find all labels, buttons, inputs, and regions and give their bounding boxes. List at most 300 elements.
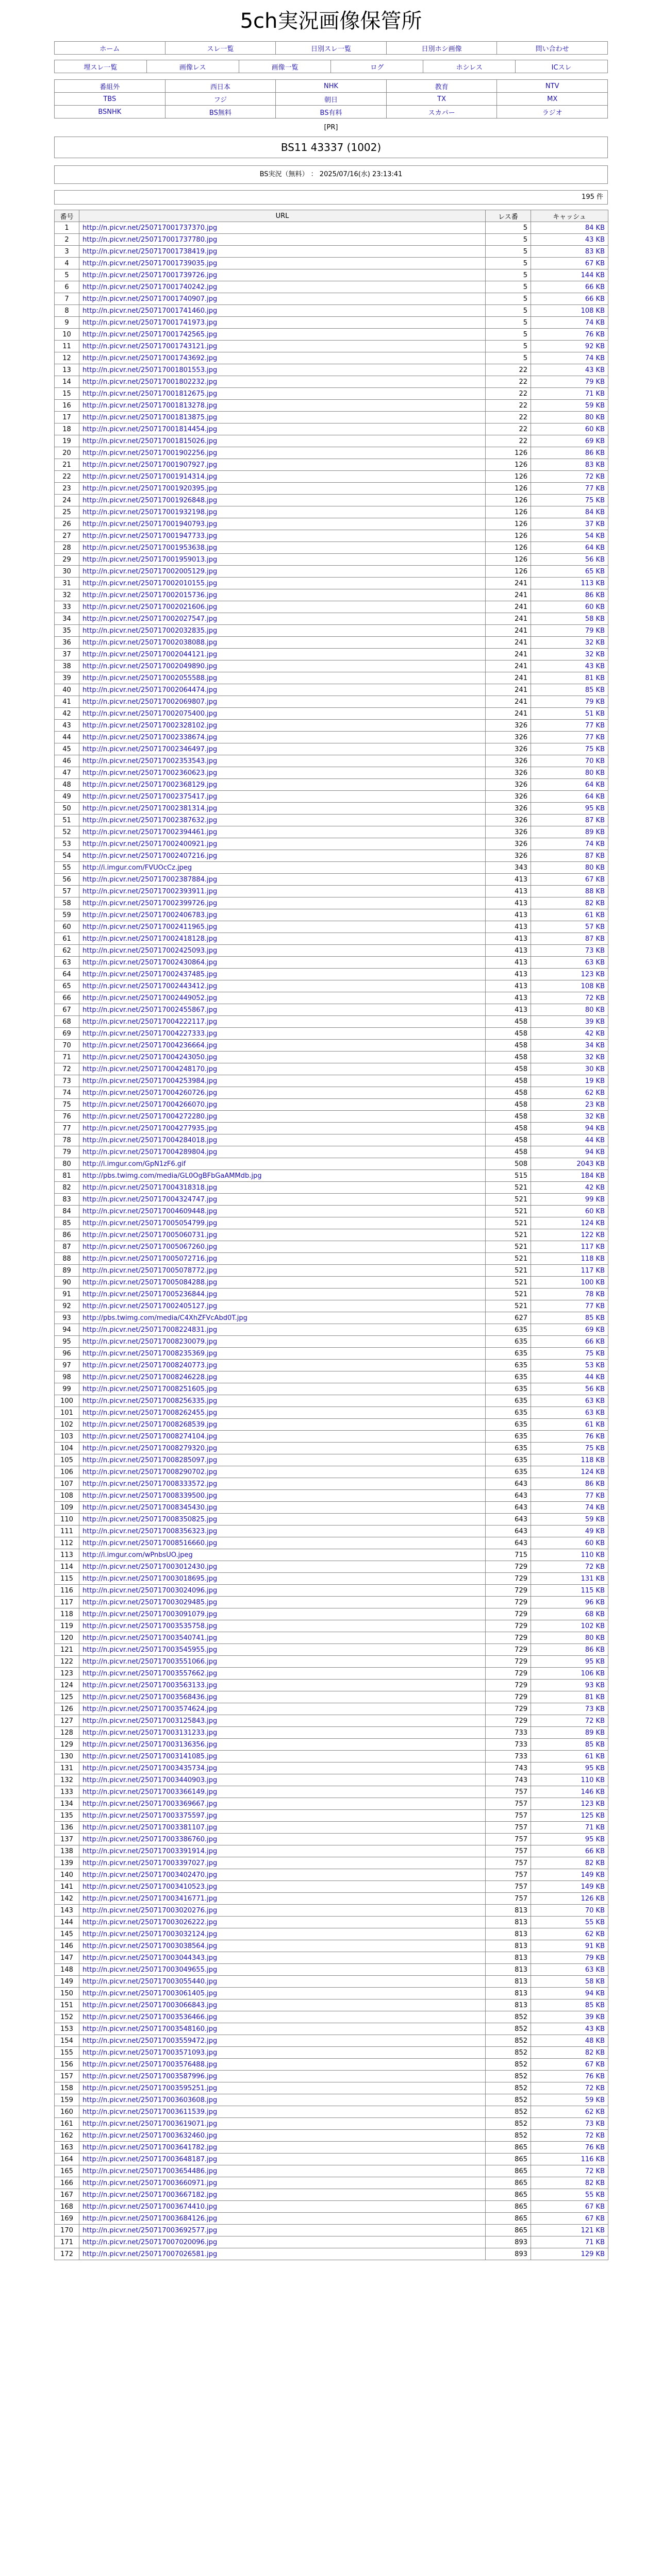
channel-link[interactable]: ラジオ bbox=[542, 109, 562, 117]
image-url-link[interactable]: http://n.picvr.net/250717002346497.jpg bbox=[82, 745, 218, 753]
image-url-link[interactable]: http://n.picvr.net/250717008356323.jpg bbox=[82, 1527, 218, 1535]
image-url-link[interactable]: http://n.picvr.net/250717001741460.jpg bbox=[82, 307, 218, 315]
cache-size-link[interactable]: 94 KB bbox=[585, 1148, 605, 1156]
cache-size-link[interactable]: 81 KB bbox=[585, 674, 605, 682]
cache-size-link[interactable]: 56 KB bbox=[585, 1385, 605, 1393]
channel-link[interactable]: BS無料 bbox=[209, 109, 231, 117]
cache-size-link[interactable]: 66 KB bbox=[585, 1847, 605, 1855]
cache-size-link[interactable]: 85 KB bbox=[585, 686, 605, 694]
image-url-link[interactable]: http://n.picvr.net/250717003563133.jpg bbox=[82, 1681, 218, 1689]
image-url-link[interactable]: http://n.picvr.net/250717002375417.jpg bbox=[82, 792, 218, 801]
subnav-link-4[interactable]: ホシレス bbox=[456, 63, 483, 72]
cache-size-link[interactable]: 146 KB bbox=[581, 1788, 605, 1796]
cache-size-link[interactable]: 72 KB bbox=[585, 2131, 605, 2140]
cache-size-link[interactable]: 72 KB bbox=[585, 472, 605, 481]
cache-size-link[interactable]: 60 KB bbox=[585, 1207, 605, 1215]
cache-size-link[interactable]: 71 KB bbox=[585, 1823, 605, 1832]
image-url-link[interactable]: http://n.picvr.net/250717008516660.jpg bbox=[82, 1539, 218, 1547]
image-url-link[interactable]: http://n.picvr.net/250717003416771.jpg bbox=[82, 1894, 218, 1903]
image-url-link[interactable]: http://n.picvr.net/250717001814454.jpg bbox=[82, 425, 218, 433]
cache-size-link[interactable]: 63 KB bbox=[585, 1397, 605, 1405]
image-url-link[interactable]: http://n.picvr.net/250717003435734.jpg bbox=[82, 1764, 218, 1772]
cache-size-link[interactable]: 62 KB bbox=[585, 2108, 605, 2116]
image-url-link[interactable]: http://n.picvr.net/250717008230079.jpg bbox=[82, 1337, 218, 1346]
cache-size-link[interactable]: 59 KB bbox=[585, 1515, 605, 1523]
image-url-link[interactable]: http://n.picvr.net/250717003684126.jpg bbox=[82, 2214, 218, 2223]
cache-size-link[interactable]: 106 KB bbox=[581, 1669, 605, 1677]
image-url-link[interactable]: http://n.picvr.net/250717001953638.jpg bbox=[82, 544, 218, 552]
image-url-link[interactable]: http://n.picvr.net/250717005078772.jpg bbox=[82, 1266, 218, 1275]
cache-size-link[interactable]: 60 KB bbox=[585, 1539, 605, 1547]
image-url-link[interactable]: http://n.picvr.net/250717003049655.jpg bbox=[82, 1965, 218, 1974]
cache-size-link[interactable]: 32 KB bbox=[585, 1053, 605, 1061]
image-url-link[interactable]: http://n.picvr.net/250717003571093.jpg bbox=[82, 2048, 218, 2057]
cache-size-link[interactable]: 76 KB bbox=[585, 1432, 605, 1440]
cache-size-link[interactable]: 74 KB bbox=[585, 840, 605, 848]
image-url-link[interactable]: http://n.picvr.net/250717003545955.jpg bbox=[82, 1646, 218, 1654]
image-url-link[interactable]: http://i.imgur.com/wPnbsUO.jpeg bbox=[82, 1551, 193, 1559]
cache-size-link[interactable]: 82 KB bbox=[585, 2179, 605, 2187]
cache-size-link[interactable]: 117 KB bbox=[581, 1266, 605, 1275]
image-url-link[interactable]: http://n.picvr.net/250717003020276.jpg bbox=[82, 1906, 218, 1914]
cache-size-link[interactable]: 79 KB bbox=[585, 626, 605, 635]
cache-size-link[interactable]: 74 KB bbox=[585, 318, 605, 327]
image-url-link[interactable]: http://n.picvr.net/250717002411965.jpg bbox=[82, 923, 218, 931]
cache-size-link[interactable]: 88 KB bbox=[585, 887, 605, 895]
image-url-link[interactable]: http://n.picvr.net/250717002406783.jpg bbox=[82, 911, 218, 919]
nav-link-4[interactable]: 問い合わせ bbox=[535, 45, 569, 53]
cache-size-link[interactable]: 85 KB bbox=[585, 1314, 605, 1322]
image-url-link[interactable]: http://n.picvr.net/250717002015736.jpg bbox=[82, 591, 218, 599]
image-url-link[interactable]: http://n.picvr.net/250717003032124.jpg bbox=[82, 1930, 218, 1938]
cache-size-link[interactable]: 75 KB bbox=[585, 745, 605, 753]
image-url-link[interactable]: http://n.picvr.net/250717008240773.jpg bbox=[82, 1361, 218, 1369]
cache-size-link[interactable]: 61 KB bbox=[585, 911, 605, 919]
image-url-link[interactable]: http://n.picvr.net/250717003125843.jpg bbox=[82, 1717, 218, 1725]
channel-link[interactable]: TBS bbox=[103, 95, 117, 103]
image-url-link[interactable]: http://n.picvr.net/250717008224831.jpg bbox=[82, 1326, 218, 1334]
nav-link-1[interactable]: スレ一覧 bbox=[207, 45, 234, 53]
image-url-link[interactable]: http://n.picvr.net/250717002407216.jpg bbox=[82, 852, 218, 860]
cache-size-link[interactable]: 86 KB bbox=[585, 591, 605, 599]
cache-size-link[interactable]: 92 KB bbox=[585, 342, 605, 350]
cache-size-link[interactable]: 73 KB bbox=[585, 2120, 605, 2128]
subnav-link-1[interactable]: 画像レス bbox=[179, 63, 206, 72]
cache-size-link[interactable]: 110 KB bbox=[581, 1551, 605, 1559]
cache-size-link[interactable]: 95 KB bbox=[585, 1764, 605, 1772]
cache-size-link[interactable]: 95 KB bbox=[585, 1835, 605, 1843]
cache-size-link[interactable]: 121 KB bbox=[581, 2226, 605, 2234]
subnav-link-3[interactable]: ログ bbox=[370, 63, 384, 72]
image-url-link[interactable]: http://n.picvr.net/250717003674410.jpg bbox=[82, 2202, 218, 2211]
cache-size-link[interactable]: 87 KB bbox=[585, 816, 605, 824]
image-url-link[interactable]: http://n.picvr.net/250717003692577.jpg bbox=[82, 2226, 218, 2234]
nav-link-0[interactable]: ホーム bbox=[100, 45, 120, 53]
image-url-link[interactable]: http://n.picvr.net/250717002368129.jpg bbox=[82, 781, 218, 789]
cache-size-link[interactable]: 59 KB bbox=[585, 401, 605, 410]
cache-size-link[interactable]: 99 KB bbox=[585, 1195, 605, 1204]
image-url-link[interactable]: http://n.picvr.net/250717002044121.jpg bbox=[82, 650, 218, 658]
cache-size-link[interactable]: 69 KB bbox=[585, 1326, 605, 1334]
cache-size-link[interactable]: 77 KB bbox=[585, 733, 605, 741]
nav-link-2[interactable]: 日別スレ一覧 bbox=[310, 45, 351, 53]
subnav-link-0[interactable]: 埋スレ一覧 bbox=[84, 63, 118, 72]
cache-size-link[interactable]: 118 KB bbox=[581, 1456, 605, 1464]
cache-size-link[interactable]: 66 KB bbox=[585, 283, 605, 291]
image-url-link[interactable]: http://n.picvr.net/250717001947733.jpg bbox=[82, 532, 218, 540]
cache-size-link[interactable]: 144 KB bbox=[581, 271, 605, 279]
channel-link[interactable]: MX bbox=[547, 95, 558, 103]
image-url-link[interactable]: http://n.picvr.net/250717003061405.jpg bbox=[82, 1989, 218, 1997]
image-url-link[interactable]: http://n.picvr.net/250717001812675.jpg bbox=[82, 389, 218, 398]
cache-size-link[interactable]: 116 KB bbox=[581, 2155, 605, 2163]
cache-size-link[interactable]: 82 KB bbox=[585, 899, 605, 907]
image-url-link[interactable]: http://n.picvr.net/250717002387884.jpg bbox=[82, 875, 218, 884]
image-url-link[interactable]: http://n.picvr.net/250717003381107.jpg bbox=[82, 1823, 218, 1832]
cache-size-link[interactable]: 49 KB bbox=[585, 1527, 605, 1535]
image-url-link[interactable]: http://n.picvr.net/250717002353543.jpg bbox=[82, 757, 218, 765]
image-url-link[interactable]: http://n.picvr.net/250717003397027.jpg bbox=[82, 1859, 218, 1867]
image-url-link[interactable]: http://n.picvr.net/250717003369667.jpg bbox=[82, 1800, 218, 1808]
image-url-link[interactable]: http://n.picvr.net/250717002027547.jpg bbox=[82, 615, 218, 623]
image-url-link[interactable]: http://n.picvr.net/250717007026581.jpg bbox=[82, 2250, 218, 2258]
image-url-link[interactable]: http://n.picvr.net/250717001932198.jpg bbox=[82, 508, 218, 516]
image-url-link[interactable]: http://n.picvr.net/250717003557662.jpg bbox=[82, 1669, 218, 1677]
subnav-link-5[interactable]: ICスレ bbox=[551, 63, 572, 72]
image-url-link[interactable]: http://n.picvr.net/250717002437485.jpg bbox=[82, 970, 218, 978]
cache-size-link[interactable]: 108 KB bbox=[581, 307, 605, 315]
cache-size-link[interactable]: 77 KB bbox=[585, 721, 605, 730]
cache-size-link[interactable]: 39 KB bbox=[585, 2013, 605, 2021]
image-url-link[interactable]: http://n.picvr.net/250717004222117.jpg bbox=[82, 1018, 218, 1026]
image-url-link[interactable]: http://n.picvr.net/250717003574624.jpg bbox=[82, 1705, 218, 1713]
image-url-link[interactable]: http://n.picvr.net/250717003611539.jpg bbox=[82, 2108, 218, 2116]
image-url-link[interactable]: http://i.imgur.com/FVUOcCz.jpeg bbox=[82, 863, 192, 872]
image-url-link[interactable]: http://n.picvr.net/250717004289804.jpg bbox=[82, 1148, 218, 1156]
cache-size-link[interactable]: 93 KB bbox=[585, 1681, 605, 1689]
cache-size-link[interactable]: 43 KB bbox=[585, 366, 605, 374]
cache-size-link[interactable]: 61 KB bbox=[585, 1420, 605, 1429]
image-url-link[interactable]: http://n.picvr.net/250717001743121.jpg bbox=[82, 342, 218, 350]
cache-size-link[interactable]: 68 KB bbox=[585, 1610, 605, 1618]
image-url-link[interactable]: http://i.imgur.com/GpN1zF6.gif bbox=[82, 1160, 186, 1168]
cache-size-link[interactable]: 73 KB bbox=[585, 946, 605, 955]
cache-size-link[interactable]: 57 KB bbox=[585, 923, 605, 931]
image-url-link[interactable]: http://n.picvr.net/250717001737370.jpg bbox=[82, 224, 218, 232]
cache-size-link[interactable]: 69 KB bbox=[585, 437, 605, 445]
cache-size-link[interactable]: 149 KB bbox=[581, 1871, 605, 1879]
cache-size-link[interactable]: 51 KB bbox=[585, 709, 605, 718]
image-url-link[interactable]: http://n.picvr.net/250717004253984.jpg bbox=[82, 1077, 218, 1085]
image-url-link[interactable]: http://pbs.twimg.com/media/C4XhZFVcAbd0T.jpg bbox=[82, 1314, 247, 1322]
image-url-link[interactable]: http://n.picvr.net/250717005054799.jpg bbox=[82, 1219, 218, 1227]
cache-size-link[interactable]: 32 KB bbox=[585, 638, 605, 647]
image-url-link[interactable]: http://n.picvr.net/250717003029485.jpg bbox=[82, 1598, 218, 1606]
image-url-link[interactable]: http://n.picvr.net/250717003667182.jpg bbox=[82, 2191, 218, 2199]
nav-link-3[interactable]: 日別ホシ画像 bbox=[421, 45, 462, 53]
cache-size-link[interactable]: 79 KB bbox=[585, 698, 605, 706]
image-url-link[interactable]: http://n.picvr.net/250717002443412.jpg bbox=[82, 982, 218, 990]
cache-size-link[interactable]: 67 KB bbox=[585, 2060, 605, 2069]
channel-link[interactable]: NTV bbox=[545, 82, 559, 90]
image-url-link[interactable]: http://n.picvr.net/250717004609448.jpg bbox=[82, 1207, 218, 1215]
image-url-link[interactable]: http://n.picvr.net/250717008290702.jpg bbox=[82, 1468, 218, 1476]
cache-size-link[interactable]: 44 KB bbox=[585, 1373, 605, 1381]
cache-size-link[interactable]: 67 KB bbox=[585, 2214, 605, 2223]
cache-size-link[interactable]: 72 KB bbox=[585, 1563, 605, 1571]
image-url-link[interactable]: http://n.picvr.net/250717002418128.jpg bbox=[82, 935, 218, 943]
image-url-link[interactable]: http://n.picvr.net/250717003366149.jpg bbox=[82, 1788, 218, 1796]
cache-size-link[interactable]: 110 KB bbox=[581, 1776, 605, 1784]
image-url-link[interactable]: http://n.picvr.net/250717001959013.jpg bbox=[82, 555, 218, 564]
image-url-link[interactable]: http://n.picvr.net/250717003375597.jpg bbox=[82, 1811, 218, 1820]
cache-size-link[interactable]: 64 KB bbox=[585, 792, 605, 801]
image-url-link[interactable]: http://n.picvr.net/250717002049890.jpg bbox=[82, 662, 218, 670]
cache-size-link[interactable]: 61 KB bbox=[585, 1752, 605, 1760]
image-url-link[interactable]: http://n.picvr.net/250717002449052.jpg bbox=[82, 994, 218, 1002]
cache-size-link[interactable]: 82 KB bbox=[585, 1859, 605, 1867]
cache-size-link[interactable]: 80 KB bbox=[585, 1006, 605, 1014]
cache-size-link[interactable]: 55 KB bbox=[585, 2191, 605, 2199]
image-url-link[interactable]: http://n.picvr.net/250717003619071.jpg bbox=[82, 2120, 218, 2128]
image-url-link[interactable]: http://n.picvr.net/250717001738419.jpg bbox=[82, 247, 218, 256]
cache-size-link[interactable]: 76 KB bbox=[585, 2072, 605, 2080]
cache-size-link[interactable]: 94 KB bbox=[585, 1124, 605, 1132]
cache-size-link[interactable]: 71 KB bbox=[585, 389, 605, 398]
cache-size-link[interactable]: 77 KB bbox=[585, 484, 605, 493]
image-url-link[interactable]: http://n.picvr.net/250717001743692.jpg bbox=[82, 354, 218, 362]
channel-link[interactable]: 番組外 bbox=[100, 83, 120, 91]
cache-size-link[interactable]: 131 KB bbox=[581, 1574, 605, 1583]
cache-size-link[interactable]: 55 KB bbox=[585, 1918, 605, 1926]
cache-size-link[interactable]: 87 KB bbox=[585, 852, 605, 860]
image-url-link[interactable]: http://n.picvr.net/250717004266070.jpg bbox=[82, 1100, 218, 1109]
image-url-link[interactable]: http://n.picvr.net/250717003595251.jpg bbox=[82, 2084, 218, 2092]
cache-size-link[interactable]: 42 KB bbox=[585, 1029, 605, 1038]
cache-size-link[interactable]: 43 KB bbox=[585, 2025, 605, 2033]
cache-size-link[interactable]: 102 KB bbox=[581, 1622, 605, 1630]
cache-size-link[interactable]: 63 KB bbox=[585, 1409, 605, 1417]
cache-size-link[interactable]: 184 KB bbox=[581, 1172, 605, 1180]
image-url-link[interactable]: http://n.picvr.net/250717001739726.jpg bbox=[82, 271, 218, 279]
channel-link[interactable]: BS有料 bbox=[320, 109, 342, 117]
image-url-link[interactable]: http://n.picvr.net/250717001940793.jpg bbox=[82, 520, 218, 528]
image-url-link[interactable]: http://n.picvr.net/250717003018695.jpg bbox=[82, 1574, 218, 1583]
image-url-link[interactable]: http://n.picvr.net/250717003024096.jpg bbox=[82, 1586, 218, 1595]
cache-size-link[interactable]: 86 KB bbox=[585, 449, 605, 457]
cache-size-link[interactable]: 82 KB bbox=[585, 2048, 605, 2057]
cache-size-link[interactable]: 79 KB bbox=[585, 1954, 605, 1962]
cache-size-link[interactable]: 91 KB bbox=[585, 1942, 605, 1950]
cache-size-link[interactable]: 77 KB bbox=[585, 1302, 605, 1310]
image-url-link[interactable]: http://n.picvr.net/250717002328102.jpg bbox=[82, 721, 218, 730]
image-url-link[interactable]: http://n.picvr.net/250717007020096.jpg bbox=[82, 2238, 218, 2246]
image-url-link[interactable]: http://n.picvr.net/250717004324747.jpg bbox=[82, 1195, 218, 1204]
cache-size-link[interactable]: 124 KB bbox=[581, 1219, 605, 1227]
cache-size-link[interactable]: 80 KB bbox=[585, 863, 605, 872]
cache-size-link[interactable]: 71 KB bbox=[585, 2238, 605, 2246]
image-url-link[interactable]: http://n.picvr.net/250717003535758.jpg bbox=[82, 1622, 218, 1630]
cache-size-link[interactable]: 80 KB bbox=[585, 769, 605, 777]
image-url-link[interactable]: http://n.picvr.net/250717003603608.jpg bbox=[82, 2096, 218, 2104]
cache-size-link[interactable]: 60 KB bbox=[585, 425, 605, 433]
image-url-link[interactable]: http://n.picvr.net/250717004236664.jpg bbox=[82, 1041, 218, 1049]
image-url-link[interactable]: http://n.picvr.net/250717002064474.jpg bbox=[82, 686, 218, 694]
image-url-link[interactable]: http://n.picvr.net/250717008274104.jpg bbox=[82, 1432, 218, 1440]
cache-size-link[interactable]: 108 KB bbox=[581, 982, 605, 990]
cache-size-link[interactable]: 124 KB bbox=[581, 1468, 605, 1476]
image-url-link[interactable]: http://n.picvr.net/250717003576488.jpg bbox=[82, 2060, 218, 2069]
cache-size-link[interactable]: 67 KB bbox=[585, 259, 605, 267]
channel-link[interactable]: 朝日 bbox=[324, 96, 338, 104]
cache-size-link[interactable]: 30 KB bbox=[585, 1065, 605, 1073]
cache-size-link[interactable]: 84 KB bbox=[585, 508, 605, 516]
image-url-link[interactable]: http://n.picvr.net/250717001815026.jpg bbox=[82, 437, 218, 445]
cache-size-link[interactable]: 64 KB bbox=[585, 544, 605, 552]
cache-size-link[interactable]: 43 KB bbox=[585, 235, 605, 244]
image-url-link[interactable]: http://n.picvr.net/250717003066843.jpg bbox=[82, 2001, 218, 2009]
cache-size-link[interactable]: 80 KB bbox=[585, 1634, 605, 1642]
image-url-link[interactable]: http://n.picvr.net/250717008268539.jpg bbox=[82, 1420, 218, 1429]
image-url-link[interactable]: http://n.picvr.net/250717001813875.jpg bbox=[82, 413, 218, 421]
cache-size-link[interactable]: 56 KB bbox=[585, 555, 605, 564]
cache-size-link[interactable]: 89 KB bbox=[585, 828, 605, 836]
cache-size-link[interactable]: 117 KB bbox=[581, 1243, 605, 1251]
cache-size-link[interactable]: 85 KB bbox=[585, 2001, 605, 2009]
image-url-link[interactable]: http://n.picvr.net/250717003568436.jpg bbox=[82, 1693, 218, 1701]
cache-size-link[interactable]: 2043 KB bbox=[576, 1160, 605, 1168]
image-url-link[interactable]: http://n.picvr.net/250717008246228.jpg bbox=[82, 1373, 218, 1381]
image-url-link[interactable]: http://n.picvr.net/250717003402470.jpg bbox=[82, 1871, 218, 1879]
image-url-link[interactable]: http://n.picvr.net/250717002010155.jpg bbox=[82, 579, 218, 587]
image-url-link[interactable]: http://n.picvr.net/250717004318318.jpg bbox=[82, 1183, 218, 1192]
image-url-link[interactable]: http://n.picvr.net/250717001740242.jpg bbox=[82, 283, 218, 291]
cache-size-link[interactable]: 73 KB bbox=[585, 1705, 605, 1713]
cache-size-link[interactable]: 32 KB bbox=[585, 1112, 605, 1121]
image-url-link[interactable]: http://n.picvr.net/250717002455867.jpg bbox=[82, 1006, 218, 1014]
image-url-link[interactable]: http://n.picvr.net/250717008256335.jpg bbox=[82, 1397, 218, 1405]
image-url-link[interactable]: http://n.picvr.net/250717002032835.jpg bbox=[82, 626, 218, 635]
cache-size-link[interactable]: 23 KB bbox=[585, 1100, 605, 1109]
cache-size-link[interactable]: 62 KB bbox=[585, 1089, 605, 1097]
cache-size-link[interactable]: 95 KB bbox=[585, 1657, 605, 1666]
image-url-link[interactable]: http://n.picvr.net/250717004284018.jpg bbox=[82, 1136, 218, 1144]
cache-size-link[interactable]: 65 KB bbox=[585, 567, 605, 575]
image-url-link[interactable]: http://n.picvr.net/250717002338674.jpg bbox=[82, 733, 218, 741]
image-url-link[interactable]: http://n.picvr.net/250717005072716.jpg bbox=[82, 1255, 218, 1263]
image-url-link[interactable]: http://n.picvr.net/250717005060731.jpg bbox=[82, 1231, 218, 1239]
cache-size-link[interactable]: 66 KB bbox=[585, 1337, 605, 1346]
cache-size-link[interactable]: 74 KB bbox=[585, 1503, 605, 1512]
image-url-link[interactable]: http://n.picvr.net/250717003660971.jpg bbox=[82, 2179, 218, 2187]
cache-size-link[interactable]: 72 KB bbox=[585, 2084, 605, 2092]
cache-size-link[interactable]: 37 KB bbox=[585, 520, 605, 528]
cache-size-link[interactable]: 86 KB bbox=[585, 1480, 605, 1488]
image-url-link[interactable]: http://n.picvr.net/250717003410523.jpg bbox=[82, 1883, 218, 1891]
cache-size-link[interactable]: 39 KB bbox=[585, 1018, 605, 1026]
image-url-link[interactable]: http://n.picvr.net/250717008333572.jpg bbox=[82, 1480, 218, 1488]
image-url-link[interactable]: http://n.picvr.net/250717002005129.jpg bbox=[82, 567, 218, 575]
image-url-link[interactable]: http://n.picvr.net/250717003012430.jpg bbox=[82, 1563, 218, 1571]
image-url-link[interactable]: http://n.picvr.net/250717001740907.jpg bbox=[82, 295, 218, 303]
image-url-link[interactable]: http://n.picvr.net/250717001737780.jpg bbox=[82, 235, 218, 244]
image-url-link[interactable]: http://n.picvr.net/250717003654486.jpg bbox=[82, 2167, 218, 2175]
cache-size-link[interactable]: 149 KB bbox=[581, 1883, 605, 1891]
cache-size-link[interactable]: 66 KB bbox=[585, 295, 605, 303]
channel-link[interactable]: 教育 bbox=[435, 83, 449, 91]
cache-size-link[interactable]: 118 KB bbox=[581, 1255, 605, 1263]
cache-size-link[interactable]: 58 KB bbox=[585, 615, 605, 623]
image-url-link[interactable]: http://n.picvr.net/250717003632460.jpg bbox=[82, 2131, 218, 2140]
cache-size-link[interactable]: 122 KB bbox=[581, 1231, 605, 1239]
cache-size-link[interactable]: 43 KB bbox=[585, 662, 605, 670]
image-url-link[interactable]: http://n.picvr.net/250717004260726.jpg bbox=[82, 1089, 218, 1097]
cache-size-link[interactable]: 78 KB bbox=[585, 1290, 605, 1298]
cache-size-link[interactable]: 86 KB bbox=[585, 1646, 605, 1654]
image-url-link[interactable]: http://n.picvr.net/250717003141085.jpg bbox=[82, 1752, 218, 1760]
image-url-link[interactable]: http://n.picvr.net/250717002360623.jpg bbox=[82, 769, 218, 777]
image-url-link[interactable]: http://n.picvr.net/250717002425093.jpg bbox=[82, 946, 218, 955]
cache-size-link[interactable]: 60 KB bbox=[585, 603, 605, 611]
channel-link[interactable]: フジ bbox=[213, 96, 227, 104]
channel-link[interactable]: BSNHK bbox=[98, 108, 122, 116]
cache-size-link[interactable]: 125 KB bbox=[581, 1811, 605, 1820]
cache-size-link[interactable]: 67 KB bbox=[585, 2202, 605, 2211]
image-url-link[interactable]: http://n.picvr.net/250717003536466.jpg bbox=[82, 2013, 218, 2021]
cache-size-link[interactable]: 96 KB bbox=[585, 1598, 605, 1606]
image-url-link[interactable]: http://n.picvr.net/250717003548160.jpg bbox=[82, 2025, 218, 2033]
cache-size-link[interactable]: 81 KB bbox=[585, 1693, 605, 1701]
image-url-link[interactable]: http://n.picvr.net/250717003559472.jpg bbox=[82, 2037, 218, 2045]
cache-size-link[interactable]: 72 KB bbox=[585, 994, 605, 1002]
cache-size-link[interactable]: 123 KB bbox=[581, 970, 605, 978]
image-url-link[interactable]: http://n.picvr.net/250717003551066.jpg bbox=[82, 1657, 218, 1666]
cache-size-link[interactable]: 76 KB bbox=[585, 2143, 605, 2151]
image-url-link[interactable]: http://n.picvr.net/250717003136356.jpg bbox=[82, 1740, 218, 1749]
image-url-link[interactable]: http://n.picvr.net/250717003391914.jpg bbox=[82, 1847, 218, 1855]
image-url-link[interactable]: http://n.picvr.net/250717008339500.jpg bbox=[82, 1492, 218, 1500]
image-url-link[interactable]: http://n.picvr.net/250717003044343.jpg bbox=[82, 1954, 218, 1962]
image-url-link[interactable]: http://n.picvr.net/250717004272280.jpg bbox=[82, 1112, 218, 1121]
cache-size-link[interactable]: 75 KB bbox=[585, 496, 605, 504]
image-url-link[interactable]: http://n.picvr.net/250717004243050.jpg bbox=[82, 1053, 218, 1061]
cache-size-link[interactable]: 72 KB bbox=[585, 1717, 605, 1725]
image-url-link[interactable]: http://n.picvr.net/250717004277935.jpg bbox=[82, 1124, 218, 1132]
image-url-link[interactable]: http://n.picvr.net/250717001907927.jpg bbox=[82, 461, 218, 469]
cache-size-link[interactable]: 63 KB bbox=[585, 958, 605, 967]
image-url-link[interactable]: http://n.picvr.net/250717005084288.jpg bbox=[82, 1278, 218, 1286]
image-url-link[interactable]: http://n.picvr.net/250717002069807.jpg bbox=[82, 698, 218, 706]
cache-size-link[interactable]: 100 KB bbox=[581, 1278, 605, 1286]
image-url-link[interactable]: http://n.picvr.net/250717005067260.jpg bbox=[82, 1243, 218, 1251]
image-url-link[interactable]: http://n.picvr.net/250717002405127.jpg bbox=[82, 1302, 218, 1310]
image-url-link[interactable]: http://n.picvr.net/250717001914314.jpg bbox=[82, 472, 218, 481]
image-url-link[interactable]: http://n.picvr.net/250717001742565.jpg bbox=[82, 330, 218, 338]
cache-size-link[interactable]: 129 KB bbox=[581, 2250, 605, 2258]
cache-size-link[interactable]: 59 KB bbox=[585, 2096, 605, 2104]
image-url-link[interactable]: http://n.picvr.net/250717008345430.jpg bbox=[82, 1503, 218, 1512]
image-url-link[interactable]: http://n.picvr.net/250717003091079.jpg bbox=[82, 1610, 218, 1618]
image-url-link[interactable]: http://n.picvr.net/250717002075400.jpg bbox=[82, 709, 218, 718]
image-url-link[interactable]: http://n.picvr.net/250717008251605.jpg bbox=[82, 1385, 218, 1393]
image-url-link[interactable]: http://n.picvr.net/250717003026222.jpg bbox=[82, 1918, 218, 1926]
channel-link[interactable]: NHK bbox=[323, 82, 338, 90]
image-url-link[interactable]: http://n.picvr.net/250717002021606.jpg bbox=[82, 603, 218, 611]
image-url-link[interactable]: http://n.picvr.net/250717001926848.jpg bbox=[82, 496, 218, 504]
cache-size-link[interactable]: 53 KB bbox=[585, 1361, 605, 1369]
image-url-link[interactable]: http://n.picvr.net/250717001739035.jpg bbox=[82, 259, 218, 267]
image-url-link[interactable]: http://n.picvr.net/250717008262455.jpg bbox=[82, 1409, 218, 1417]
